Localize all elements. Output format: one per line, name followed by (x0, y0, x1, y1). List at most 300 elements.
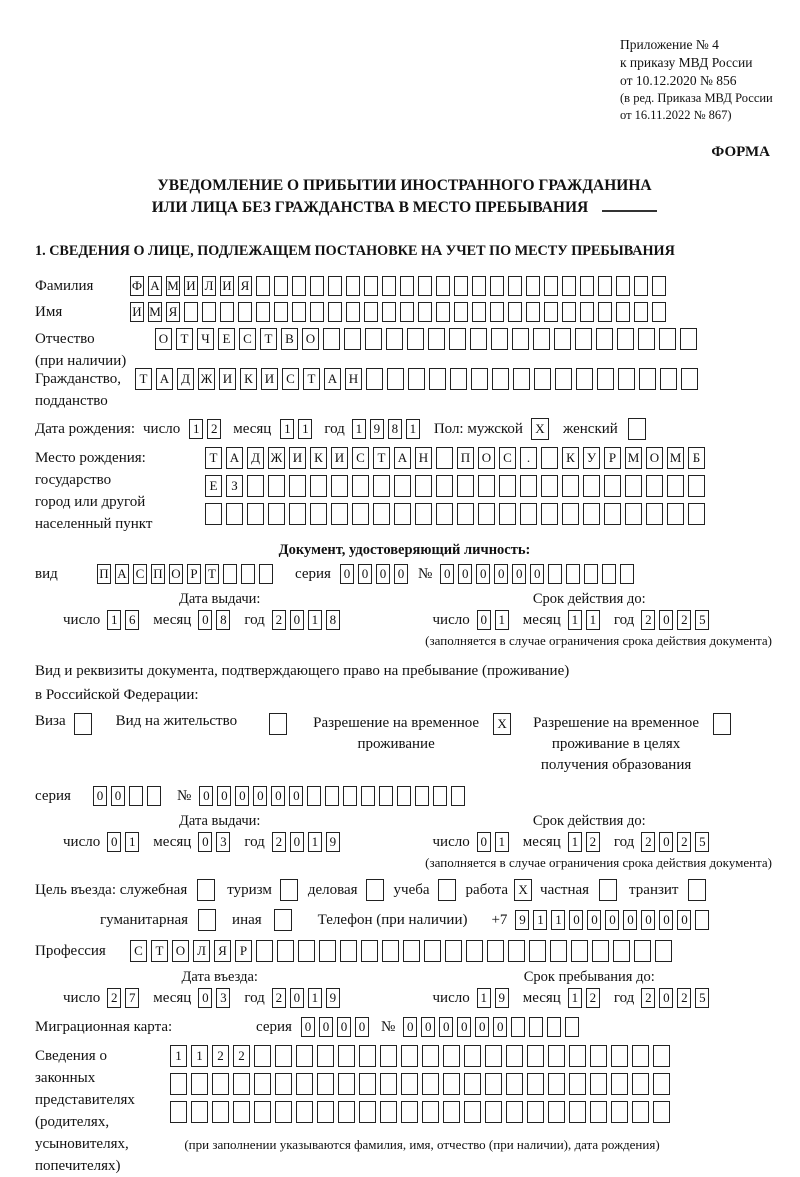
form-cell[interactable] (298, 940, 315, 962)
form-cell[interactable] (415, 503, 432, 525)
form-cell[interactable]: Н (415, 447, 432, 469)
form-cell[interactable]: 0 (659, 832, 673, 852)
form-cell[interactable] (667, 503, 684, 525)
form-cell[interactable]: 0 (403, 1017, 417, 1037)
form-cell[interactable] (632, 1045, 649, 1067)
form-cell[interactable]: 5 (695, 610, 709, 630)
form-cell[interactable] (323, 328, 340, 350)
form-cell[interactable] (490, 276, 504, 296)
form-cell[interactable]: С (352, 447, 369, 469)
form-cell[interactable] (394, 503, 411, 525)
form-cell[interactable] (491, 328, 508, 350)
form-cell[interactable] (202, 302, 216, 322)
form-cell[interactable] (646, 475, 663, 497)
form-cell[interactable] (380, 1045, 397, 1067)
form-cell[interactable]: 0 (659, 988, 673, 1008)
form-cell[interactable]: 0 (475, 1017, 489, 1037)
form-cell[interactable] (340, 940, 357, 962)
form-cell[interactable] (382, 940, 399, 962)
form-cell[interactable]: Я (238, 276, 252, 296)
form-cell[interactable]: Ф (130, 276, 144, 296)
form-cell[interactable] (366, 879, 384, 901)
form-cell[interactable] (352, 475, 369, 497)
form-cell[interactable] (547, 1017, 561, 1037)
form-cell[interactable] (451, 786, 465, 806)
form-cell[interactable]: 1 (189, 419, 203, 439)
form-cell[interactable]: М (667, 447, 684, 469)
form-cell[interactable]: 6 (125, 610, 139, 630)
form-cell[interactable] (317, 1073, 334, 1095)
form-cell[interactable]: Т (260, 328, 277, 350)
form-cell[interactable] (580, 302, 594, 322)
form-cell[interactable] (625, 503, 642, 525)
form-cell[interactable] (292, 302, 306, 322)
form-cell[interactable] (548, 1073, 565, 1095)
form-cell[interactable]: Т (303, 368, 320, 390)
form-cell[interactable]: 0 (217, 786, 231, 806)
form-cell[interactable]: 0 (659, 910, 673, 930)
form-cell[interactable] (472, 276, 486, 296)
form-cell[interactable] (380, 1073, 397, 1095)
form-cell[interactable] (576, 368, 593, 390)
form-cell[interactable] (317, 1045, 334, 1067)
form-cell[interactable] (541, 503, 558, 525)
form-cell[interactable] (513, 368, 530, 390)
form-cell[interactable] (695, 910, 709, 930)
form-cell[interactable]: 0 (493, 1017, 507, 1037)
form-cell[interactable]: О (155, 328, 172, 350)
form-cell[interactable] (275, 1073, 292, 1095)
form-cell[interactable]: 5 (695, 988, 709, 1008)
form-cell[interactable] (611, 1045, 628, 1067)
form-cell[interactable] (569, 1073, 586, 1095)
form-cell[interactable] (544, 276, 558, 296)
form-cell[interactable] (438, 879, 456, 901)
form-cell[interactable] (544, 302, 558, 322)
form-cell[interactable] (331, 503, 348, 525)
form-cell[interactable]: М (625, 447, 642, 469)
form-cell[interactable] (259, 564, 273, 584)
form-cell[interactable] (681, 368, 698, 390)
form-cell[interactable] (401, 1101, 418, 1123)
form-cell[interactable]: 0 (253, 786, 267, 806)
form-cell[interactable] (680, 328, 697, 350)
form-cell[interactable] (310, 276, 324, 296)
form-cell[interactable]: Е (218, 328, 235, 350)
form-cell[interactable] (562, 475, 579, 497)
form-cell[interactable]: 2 (641, 832, 655, 852)
form-cell[interactable]: 1 (170, 1045, 187, 1067)
form-cell[interactable] (655, 940, 672, 962)
form-cell[interactable] (296, 1045, 313, 1067)
form-cell[interactable] (638, 328, 655, 350)
form-cell[interactable]: 0 (659, 610, 673, 630)
form-cell[interactable] (688, 503, 705, 525)
form-cell[interactable]: Н (345, 368, 362, 390)
form-cell[interactable]: 8 (216, 610, 230, 630)
form-cell[interactable] (364, 276, 378, 296)
form-cell[interactable] (366, 368, 383, 390)
form-cell[interactable]: 0 (290, 610, 304, 630)
form-cell[interactable]: О (646, 447, 663, 469)
form-cell[interactable] (653, 1045, 670, 1067)
form-cell[interactable] (436, 503, 453, 525)
form-cell[interactable]: С (130, 940, 147, 962)
form-cell[interactable]: 0 (107, 832, 121, 852)
form-cell[interactable]: 1 (533, 910, 547, 930)
form-cell[interactable] (562, 503, 579, 525)
form-cell[interactable]: 2 (641, 610, 655, 630)
form-cell[interactable] (457, 503, 474, 525)
form-cell[interactable]: К (240, 368, 257, 390)
form-cell[interactable] (562, 302, 576, 322)
form-cell[interactable] (310, 503, 327, 525)
form-cell[interactable] (634, 302, 648, 322)
form-cell[interactable] (277, 940, 294, 962)
form-cell[interactable] (382, 302, 396, 322)
form-cell[interactable] (74, 713, 92, 735)
form-cell[interactable]: 0 (440, 564, 454, 584)
form-cell[interactable] (220, 302, 234, 322)
form-cell[interactable]: Т (176, 328, 193, 350)
form-cell[interactable]: 1 (352, 419, 366, 439)
form-cell[interactable]: 0 (569, 910, 583, 930)
form-cell[interactable]: И (220, 276, 234, 296)
form-cell[interactable] (436, 447, 453, 469)
form-cell[interactable] (508, 276, 522, 296)
form-cell[interactable] (634, 276, 648, 296)
form-cell[interactable]: X (531, 418, 549, 440)
form-cell[interactable] (268, 475, 285, 497)
form-cell[interactable] (604, 503, 621, 525)
form-cell[interactable] (653, 1073, 670, 1095)
form-cell[interactable]: И (289, 447, 306, 469)
form-cell[interactable] (632, 1101, 649, 1123)
form-cell[interactable]: 0 (271, 786, 285, 806)
form-cell[interactable] (529, 940, 546, 962)
form-cell[interactable] (520, 475, 537, 497)
form-cell[interactable] (170, 1101, 187, 1123)
form-cell[interactable]: С (133, 564, 147, 584)
form-cell[interactable]: Т (205, 564, 219, 584)
form-cell[interactable] (344, 328, 361, 350)
form-cell[interactable] (499, 475, 516, 497)
form-cell[interactable] (527, 1073, 544, 1095)
form-cell[interactable]: 0 (477, 610, 491, 630)
form-cell[interactable]: 1 (308, 610, 322, 630)
form-cell[interactable]: 0 (476, 564, 490, 584)
form-cell[interactable] (566, 564, 580, 584)
form-cell[interactable] (454, 276, 468, 296)
form-cell[interactable] (364, 302, 378, 322)
form-cell[interactable] (223, 564, 237, 584)
form-cell[interactable]: Т (151, 940, 168, 962)
form-cell[interactable] (415, 475, 432, 497)
form-cell[interactable]: 0 (394, 564, 408, 584)
form-cell[interactable] (418, 276, 432, 296)
form-cell[interactable] (289, 475, 306, 497)
form-cell[interactable] (296, 1101, 313, 1123)
form-cell[interactable] (241, 564, 255, 584)
form-cell[interactable]: 1 (586, 610, 600, 630)
form-cell[interactable] (254, 1101, 271, 1123)
form-cell[interactable]: Л (202, 276, 216, 296)
form-cell[interactable] (620, 564, 634, 584)
form-cell[interactable] (592, 940, 609, 962)
form-cell[interactable]: 2 (207, 419, 221, 439)
form-cell[interactable] (490, 302, 504, 322)
form-cell[interactable]: 3 (216, 988, 230, 1008)
form-cell[interactable] (485, 1045, 502, 1067)
form-cell[interactable] (310, 475, 327, 497)
form-cell[interactable]: 0 (477, 832, 491, 852)
form-cell[interactable] (492, 368, 509, 390)
form-cell[interactable] (667, 475, 684, 497)
form-cell[interactable] (541, 475, 558, 497)
form-cell[interactable] (527, 1045, 544, 1067)
form-cell[interactable] (598, 276, 612, 296)
form-cell[interactable] (471, 368, 488, 390)
form-cell[interactable] (541, 447, 558, 469)
form-cell[interactable] (520, 503, 537, 525)
form-cell[interactable]: 1 (568, 610, 582, 630)
form-cell[interactable] (554, 328, 571, 350)
form-cell[interactable]: X (514, 879, 532, 901)
form-cell[interactable] (534, 368, 551, 390)
form-cell[interactable] (590, 1101, 607, 1123)
form-cell[interactable]: А (226, 447, 243, 469)
form-cell[interactable] (478, 475, 495, 497)
form-cell[interactable]: 1 (495, 832, 509, 852)
form-cell[interactable] (436, 302, 450, 322)
form-cell[interactable]: О (478, 447, 495, 469)
form-cell[interactable] (387, 368, 404, 390)
form-cell[interactable] (485, 1073, 502, 1095)
form-cell[interactable]: 8 (388, 419, 402, 439)
form-cell[interactable] (296, 1073, 313, 1095)
form-cell[interactable]: 2 (586, 832, 600, 852)
form-cell[interactable]: X (493, 713, 511, 735)
form-cell[interactable] (464, 1045, 481, 1067)
form-cell[interactable]: 1 (568, 988, 582, 1008)
form-cell[interactable] (450, 368, 467, 390)
form-cell[interactable] (256, 940, 273, 962)
form-cell[interactable]: 0 (376, 564, 390, 584)
form-cell[interactable]: И (130, 302, 144, 322)
form-cell[interactable] (331, 475, 348, 497)
form-cell[interactable]: Т (373, 447, 390, 469)
form-cell[interactable] (328, 302, 342, 322)
form-cell[interactable] (247, 475, 264, 497)
form-cell[interactable]: П (151, 564, 165, 584)
form-cell[interactable] (325, 786, 339, 806)
form-cell[interactable]: А (156, 368, 173, 390)
form-cell[interactable]: У (583, 447, 600, 469)
form-cell[interactable]: Е (205, 475, 222, 497)
form-cell[interactable] (424, 940, 441, 962)
form-cell[interactable]: 1 (107, 610, 121, 630)
form-cell[interactable] (328, 276, 342, 296)
form-cell[interactable] (361, 940, 378, 962)
form-cell[interactable] (147, 786, 161, 806)
form-cell[interactable]: 0 (355, 1017, 369, 1037)
form-cell[interactable] (472, 302, 486, 322)
form-cell[interactable] (449, 328, 466, 350)
form-cell[interactable] (380, 1101, 397, 1123)
form-cell[interactable] (292, 276, 306, 296)
form-cell[interactable] (487, 940, 504, 962)
form-cell[interactable] (226, 503, 243, 525)
form-cell[interactable]: 0 (457, 1017, 471, 1037)
form-cell[interactable]: 0 (512, 564, 526, 584)
form-cell[interactable]: 0 (337, 1017, 351, 1037)
form-cell[interactable] (317, 1101, 334, 1123)
form-cell[interactable] (616, 302, 630, 322)
form-cell[interactable]: Т (135, 368, 152, 390)
form-cell[interactable]: И (219, 368, 236, 390)
form-cell[interactable] (433, 786, 447, 806)
form-cell[interactable] (343, 786, 357, 806)
form-cell[interactable] (400, 302, 414, 322)
form-cell[interactable]: 0 (530, 564, 544, 584)
form-cell[interactable]: Д (247, 447, 264, 469)
form-cell[interactable]: З (226, 475, 243, 497)
form-cell[interactable]: 0 (199, 786, 213, 806)
form-cell[interactable] (470, 328, 487, 350)
form-cell[interactable]: 2 (677, 610, 691, 630)
form-cell[interactable] (562, 276, 576, 296)
form-cell[interactable] (443, 1045, 460, 1067)
form-cell[interactable] (346, 302, 360, 322)
form-cell[interactable]: 2 (641, 988, 655, 1008)
form-cell[interactable] (170, 1073, 187, 1095)
form-cell[interactable] (602, 564, 616, 584)
form-cell[interactable]: Л (193, 940, 210, 962)
form-cell[interactable] (526, 276, 540, 296)
form-cell[interactable]: 2 (677, 988, 691, 1008)
form-cell[interactable] (506, 1045, 523, 1067)
form-cell[interactable]: Ч (197, 328, 214, 350)
form-cell[interactable] (457, 475, 474, 497)
form-cell[interactable] (583, 475, 600, 497)
form-cell[interactable] (550, 940, 567, 962)
form-cell[interactable] (338, 1101, 355, 1123)
form-cell[interactable] (634, 940, 651, 962)
form-cell[interactable]: 0 (290, 988, 304, 1008)
form-cell[interactable]: А (394, 447, 411, 469)
form-cell[interactable]: Д (177, 368, 194, 390)
form-cell[interactable] (254, 1045, 271, 1067)
form-cell[interactable] (401, 1073, 418, 1095)
form-cell[interactable] (618, 368, 635, 390)
form-cell[interactable]: 5 (695, 832, 709, 852)
form-cell[interactable]: 0 (111, 786, 125, 806)
form-cell[interactable]: 9 (326, 832, 340, 852)
form-cell[interactable] (632, 1073, 649, 1095)
form-cell[interactable]: Ж (198, 368, 215, 390)
form-cell[interactable] (352, 503, 369, 525)
form-cell[interactable] (310, 302, 324, 322)
form-cell[interactable]: 0 (290, 832, 304, 852)
form-cell[interactable]: 1 (125, 832, 139, 852)
form-cell[interactable]: 0 (301, 1017, 315, 1037)
form-cell[interactable] (415, 786, 429, 806)
form-cell[interactable] (238, 302, 252, 322)
form-cell[interactable] (508, 302, 522, 322)
form-cell[interactable] (617, 328, 634, 350)
form-cell[interactable]: 2 (233, 1045, 250, 1067)
form-cell[interactable] (382, 276, 396, 296)
form-cell[interactable]: 0 (319, 1017, 333, 1037)
form-cell[interactable] (394, 475, 411, 497)
form-cell[interactable] (256, 302, 270, 322)
form-cell[interactable]: . (520, 447, 537, 469)
form-cell[interactable] (212, 1101, 229, 1123)
form-cell[interactable] (359, 1101, 376, 1123)
form-cell[interactable] (569, 1045, 586, 1067)
form-cell[interactable] (275, 1101, 292, 1123)
form-cell[interactable] (499, 503, 516, 525)
form-cell[interactable]: 9 (370, 419, 384, 439)
form-cell[interactable]: 0 (458, 564, 472, 584)
form-cell[interactable]: Т (205, 447, 222, 469)
form-cell[interactable]: 1 (280, 419, 294, 439)
form-cell[interactable] (548, 1045, 565, 1067)
form-cell[interactable] (191, 1101, 208, 1123)
form-cell[interactable]: К (562, 447, 579, 469)
form-cell[interactable]: 1 (568, 832, 582, 852)
form-cell[interactable] (428, 328, 445, 350)
form-cell[interactable] (269, 713, 287, 735)
form-cell[interactable]: 0 (641, 910, 655, 930)
form-cell[interactable] (529, 1017, 543, 1037)
form-cell[interactable]: 9 (515, 910, 529, 930)
form-cell[interactable] (280, 879, 298, 901)
form-cell[interactable] (565, 1017, 579, 1037)
form-cell[interactable]: 0 (623, 910, 637, 930)
form-cell[interactable] (401, 1045, 418, 1067)
form-cell[interactable]: Б (688, 447, 705, 469)
form-cell[interactable] (508, 940, 525, 962)
form-cell[interactable] (422, 1101, 439, 1123)
form-cell[interactable] (454, 302, 468, 322)
form-cell[interactable] (254, 1073, 271, 1095)
form-cell[interactable]: 1 (191, 1045, 208, 1067)
form-cell[interactable]: 9 (326, 988, 340, 1008)
form-cell[interactable]: 0 (439, 1017, 453, 1037)
form-cell[interactable]: 1 (308, 988, 322, 1008)
form-cell[interactable]: А (324, 368, 341, 390)
form-cell[interactable] (506, 1073, 523, 1095)
form-cell[interactable] (485, 1101, 502, 1123)
form-cell[interactable]: С (499, 447, 516, 469)
form-cell[interactable]: С (282, 368, 299, 390)
form-cell[interactable] (466, 940, 483, 962)
form-cell[interactable] (688, 879, 706, 901)
form-cell[interactable] (274, 909, 292, 931)
form-cell[interactable]: Я (214, 940, 231, 962)
form-cell[interactable] (247, 503, 264, 525)
form-cell[interactable]: 0 (93, 786, 107, 806)
form-cell[interactable] (205, 503, 222, 525)
form-cell[interactable] (548, 1101, 565, 1123)
form-cell[interactable] (639, 368, 656, 390)
form-cell[interactable] (616, 276, 630, 296)
form-cell[interactable] (548, 564, 562, 584)
form-cell[interactable]: 2 (107, 988, 121, 1008)
form-cell[interactable] (338, 1045, 355, 1067)
form-cell[interactable] (361, 786, 375, 806)
